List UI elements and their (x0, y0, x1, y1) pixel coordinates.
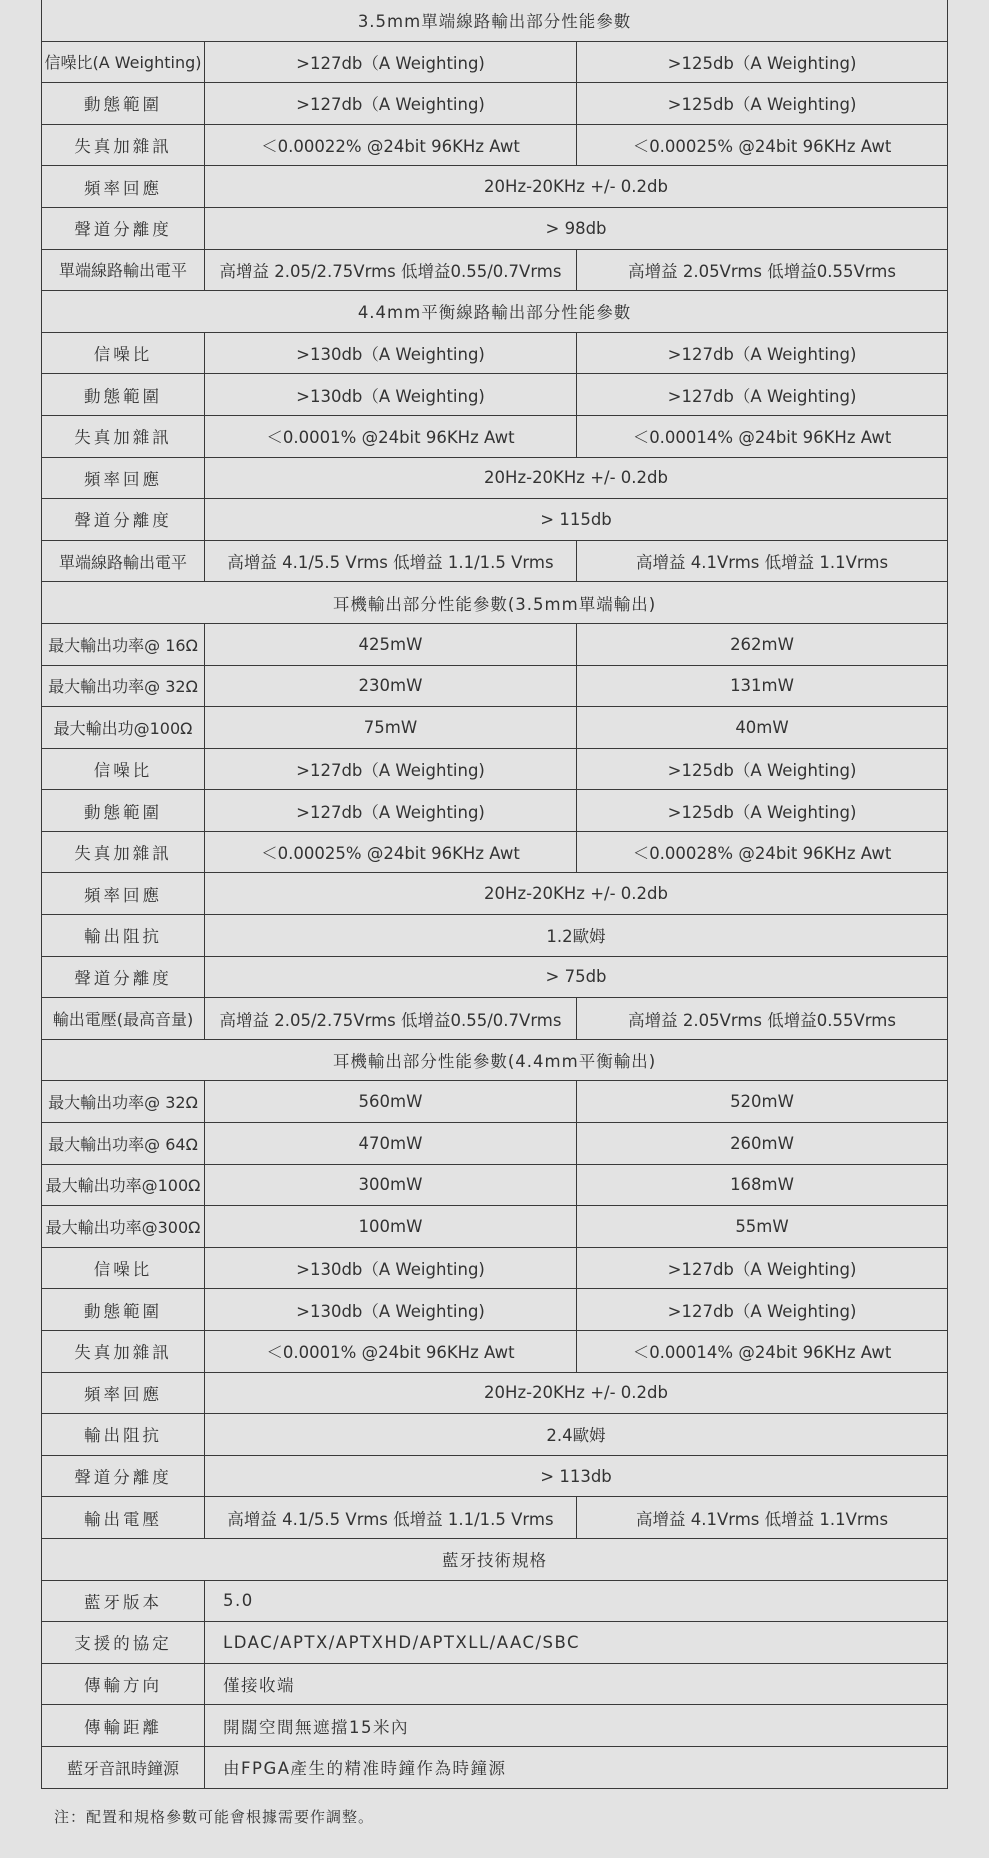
spec-row (42, 1372, 948, 1414)
spec-label: 輸出阻抗 (42, 1414, 205, 1456)
spec-row (42, 415, 948, 457)
spec-label: 動態範圍 (42, 1289, 205, 1331)
spec-sheet (41, 0, 947, 1789)
spec-value-left: 230mW (205, 665, 577, 707)
spec-label: 最大輸出功率@ 16Ω (42, 623, 205, 665)
spec-value-text: 開闊空間無遮擋15米內 (205, 1705, 948, 1747)
spec-value-left: 425mW (205, 623, 577, 665)
spec-label: 輸出電壓(最高音量) (42, 998, 205, 1040)
spec-value-merged: 20Hz-20KHz +/- 0.2db (205, 457, 948, 499)
spec-row (42, 374, 948, 416)
spec-label: 最大輸出功率@100Ω (42, 1164, 205, 1206)
spec-value-right: ＜0.00028% @24bit 96KHz Awt (577, 831, 948, 873)
spec-value-left: 高增益 2.05/2.75Vrms 低增益0.55/0.7Vrms (205, 249, 577, 291)
spec-label: 藍牙音訊時鐘源 (42, 1746, 205, 1788)
spec-value-left: 高增益 4.1/5.5 Vrms 低增益 1.1/1.5 Vrms (205, 1497, 577, 1539)
spec-value-left: >130db（A Weighting) (205, 374, 577, 416)
spec-value-right: 高增益 4.1Vrms 低增益 1.1Vrms (577, 1497, 948, 1539)
spec-value-merged: > 98db (205, 207, 948, 249)
spec-value-right: 260mW (577, 1123, 948, 1165)
section-header-row (42, 1039, 948, 1081)
spec-table-body (42, 0, 948, 1788)
spec-value-right: 131mW (577, 665, 948, 707)
spec-label: 失真加雜訊 (42, 124, 205, 166)
spec-value-merged: > 75db (205, 956, 948, 998)
spec-label: 最大輸出功率@ 32Ω (42, 1081, 205, 1123)
spec-value-right: 55mW (577, 1206, 948, 1248)
spec-value-merged: 20Hz-20KHz +/- 0.2db (205, 1372, 948, 1414)
spec-label: 頻率回應 (42, 457, 205, 499)
spec-label: 頻率回應 (42, 873, 205, 915)
spec-row (42, 1580, 948, 1622)
spec-value-left: ＜0.00022% @24bit 96KHz Awt (205, 124, 577, 166)
spec-label: 頻率回應 (42, 1372, 205, 1414)
spec-value-right: 高增益 2.05Vrms 低增益0.55Vrms (577, 249, 948, 291)
section-title: 耳機輸出部分性能參數(3.5mm單端輸出) (42, 582, 948, 624)
spec-label: 傳輸距離 (42, 1705, 205, 1747)
spec-value-left: >127db（A Weighting) (205, 83, 577, 125)
spec-value-left: >130db（A Weighting) (205, 332, 577, 374)
spec-value-left: 100mW (205, 1206, 577, 1248)
spec-value-left: ＜0.0001% @24bit 96KHz Awt (205, 415, 577, 457)
spec-row (42, 1331, 948, 1373)
spec-row (42, 166, 948, 208)
spec-value-right: ＜0.00014% @24bit 96KHz Awt (577, 415, 948, 457)
spec-value-right: >127db（A Weighting) (577, 1247, 948, 1289)
spec-row (42, 124, 948, 166)
spec-value-left: 高增益 4.1/5.5 Vrms 低增益 1.1/1.5 Vrms (205, 540, 577, 582)
spec-value-right: >125db（A Weighting) (577, 790, 948, 832)
spec-row (42, 1746, 948, 1788)
spec-row (42, 707, 948, 749)
spec-row (42, 1414, 948, 1456)
spec-value-left: >127db（A Weighting) (205, 748, 577, 790)
spec-row (42, 207, 948, 249)
section-title: 3.5mm單端線路輸出部分性能參數 (42, 0, 948, 41)
section-header-row (42, 582, 948, 624)
spec-value-merged: 20Hz-20KHz +/- 0.2db (205, 166, 948, 208)
spec-row (42, 790, 948, 832)
spec-row (42, 1081, 948, 1123)
section-header-row (42, 1538, 948, 1580)
spec-value-right: 40mW (577, 707, 948, 749)
spec-label: 最大輸出功@100Ω (42, 707, 205, 749)
spec-value-right: 高增益 4.1Vrms 低增益 1.1Vrms (577, 540, 948, 582)
spec-label: 支援的協定 (42, 1622, 205, 1664)
spec-value-left: 高增益 2.05/2.75Vrms 低增益0.55/0.7Vrms (205, 998, 577, 1040)
spec-row (42, 623, 948, 665)
spec-label: 單端線路輸出電平 (42, 540, 205, 582)
spec-value-left: ＜0.00025% @24bit 96KHz Awt (205, 831, 577, 873)
spec-row (42, 1289, 948, 1331)
spec-label: 最大輸出功率@ 32Ω (42, 665, 205, 707)
spec-row (42, 1455, 948, 1497)
spec-value-right: ＜0.00014% @24bit 96KHz Awt (577, 1331, 948, 1373)
spec-value-left: 300mW (205, 1164, 577, 1206)
spec-row (42, 998, 948, 1040)
spec-value-left: 470mW (205, 1123, 577, 1165)
spec-value-left: >127db（A Weighting) (205, 790, 577, 832)
spec-row (42, 665, 948, 707)
spec-value-left: 75mW (205, 707, 577, 749)
footnote: 注：配置和規格參數可能會根據需要作調整。 (54, 1808, 375, 1826)
spec-row (42, 249, 948, 291)
spec-value-text: LDAC/APTX/APTXHD/APTXLL/AAC/SBC (205, 1622, 948, 1664)
spec-value-right: 520mW (577, 1081, 948, 1123)
spec-label: 最大輸出功率@300Ω (42, 1206, 205, 1248)
spec-row (42, 499, 948, 541)
spec-row (42, 1206, 948, 1248)
spec-row (42, 831, 948, 873)
spec-row (42, 41, 948, 83)
spec-value-left: >130db（A Weighting) (205, 1289, 577, 1331)
spec-row (42, 1705, 948, 1747)
spec-label: 失真加雜訊 (42, 1331, 205, 1373)
spec-value-merged: > 115db (205, 499, 948, 541)
spec-label: 頻率回應 (42, 166, 205, 208)
spec-value-right: 高增益 2.05Vrms 低增益0.55Vrms (577, 998, 948, 1040)
spec-row (42, 873, 948, 915)
spec-label: 藍牙版本 (42, 1580, 205, 1622)
spec-value-text: 由FPGA產生的精准時鐘作為時鐘源 (205, 1746, 948, 1788)
spec-row (42, 332, 948, 374)
spec-label: 傳輸方向 (42, 1663, 205, 1705)
spec-label: 輸出阻抗 (42, 915, 205, 957)
spec-row (42, 956, 948, 998)
spec-table (41, 0, 948, 1789)
spec-value-left: >130db（A Weighting) (205, 1247, 577, 1289)
spec-value-right: >125db（A Weighting) (577, 748, 948, 790)
spec-label: 聲道分離度 (42, 499, 205, 541)
section-title: 耳機輸出部分性能參數(4.4mm平衡輸出) (42, 1039, 948, 1081)
spec-row (42, 748, 948, 790)
spec-label: 信噪比 (42, 1247, 205, 1289)
spec-row (42, 1663, 948, 1705)
spec-value-right: 168mW (577, 1164, 948, 1206)
spec-value-right: ＜0.00025% @24bit 96KHz Awt (577, 124, 948, 166)
spec-row (42, 540, 948, 582)
spec-row (42, 1123, 948, 1165)
spec-value-right: >125db（A Weighting) (577, 83, 948, 125)
spec-value-merged: 2.4歐姆 (205, 1414, 948, 1456)
spec-label: 動態範圍 (42, 83, 205, 125)
spec-label: 信噪比(A Weighting) (42, 41, 205, 83)
spec-label: 聲道分離度 (42, 207, 205, 249)
spec-value-right: >127db（A Weighting) (577, 374, 948, 416)
spec-value-left: ＜0.0001% @24bit 96KHz Awt (205, 1331, 577, 1373)
spec-row (42, 457, 948, 499)
spec-label: 最大輸出功率@ 64Ω (42, 1123, 205, 1165)
spec-label: 動態範圍 (42, 374, 205, 416)
spec-label: 信噪比 (42, 748, 205, 790)
spec-row (42, 1497, 948, 1539)
spec-value-merged: 1.2歐姆 (205, 915, 948, 957)
spec-value-left: 560mW (205, 1081, 577, 1123)
spec-label: 信噪比 (42, 332, 205, 374)
spec-label: 失真加雜訊 (42, 415, 205, 457)
spec-label: 聲道分離度 (42, 1455, 205, 1497)
spec-row (42, 1247, 948, 1289)
spec-value-merged: 20Hz-20KHz +/- 0.2db (205, 873, 948, 915)
section-header-row (42, 291, 948, 333)
section-title: 藍牙技術規格 (42, 1538, 948, 1580)
spec-value-right: 262mW (577, 623, 948, 665)
spec-value-right: >127db（A Weighting) (577, 332, 948, 374)
spec-label: 聲道分離度 (42, 956, 205, 998)
spec-value-text: 5.0 (205, 1580, 948, 1622)
spec-value-right: >127db（A Weighting) (577, 1289, 948, 1331)
section-title: 4.4mm平衡線路輸出部分性能參數 (42, 291, 948, 333)
spec-label: 失真加雜訊 (42, 831, 205, 873)
spec-label: 輸出電壓 (42, 1497, 205, 1539)
spec-value-left: >127db（A Weighting) (205, 41, 577, 83)
section-header-row (42, 0, 948, 41)
spec-row (42, 915, 948, 957)
spec-value-right: >125db（A Weighting) (577, 41, 948, 83)
spec-row (42, 1164, 948, 1206)
spec-row (42, 83, 948, 125)
spec-row (42, 1622, 948, 1664)
spec-value-text: 僅接收端 (205, 1663, 948, 1705)
spec-label: 單端線路輸出電平 (42, 249, 205, 291)
spec-label: 動態範圍 (42, 790, 205, 832)
spec-value-merged: > 113db (205, 1455, 948, 1497)
